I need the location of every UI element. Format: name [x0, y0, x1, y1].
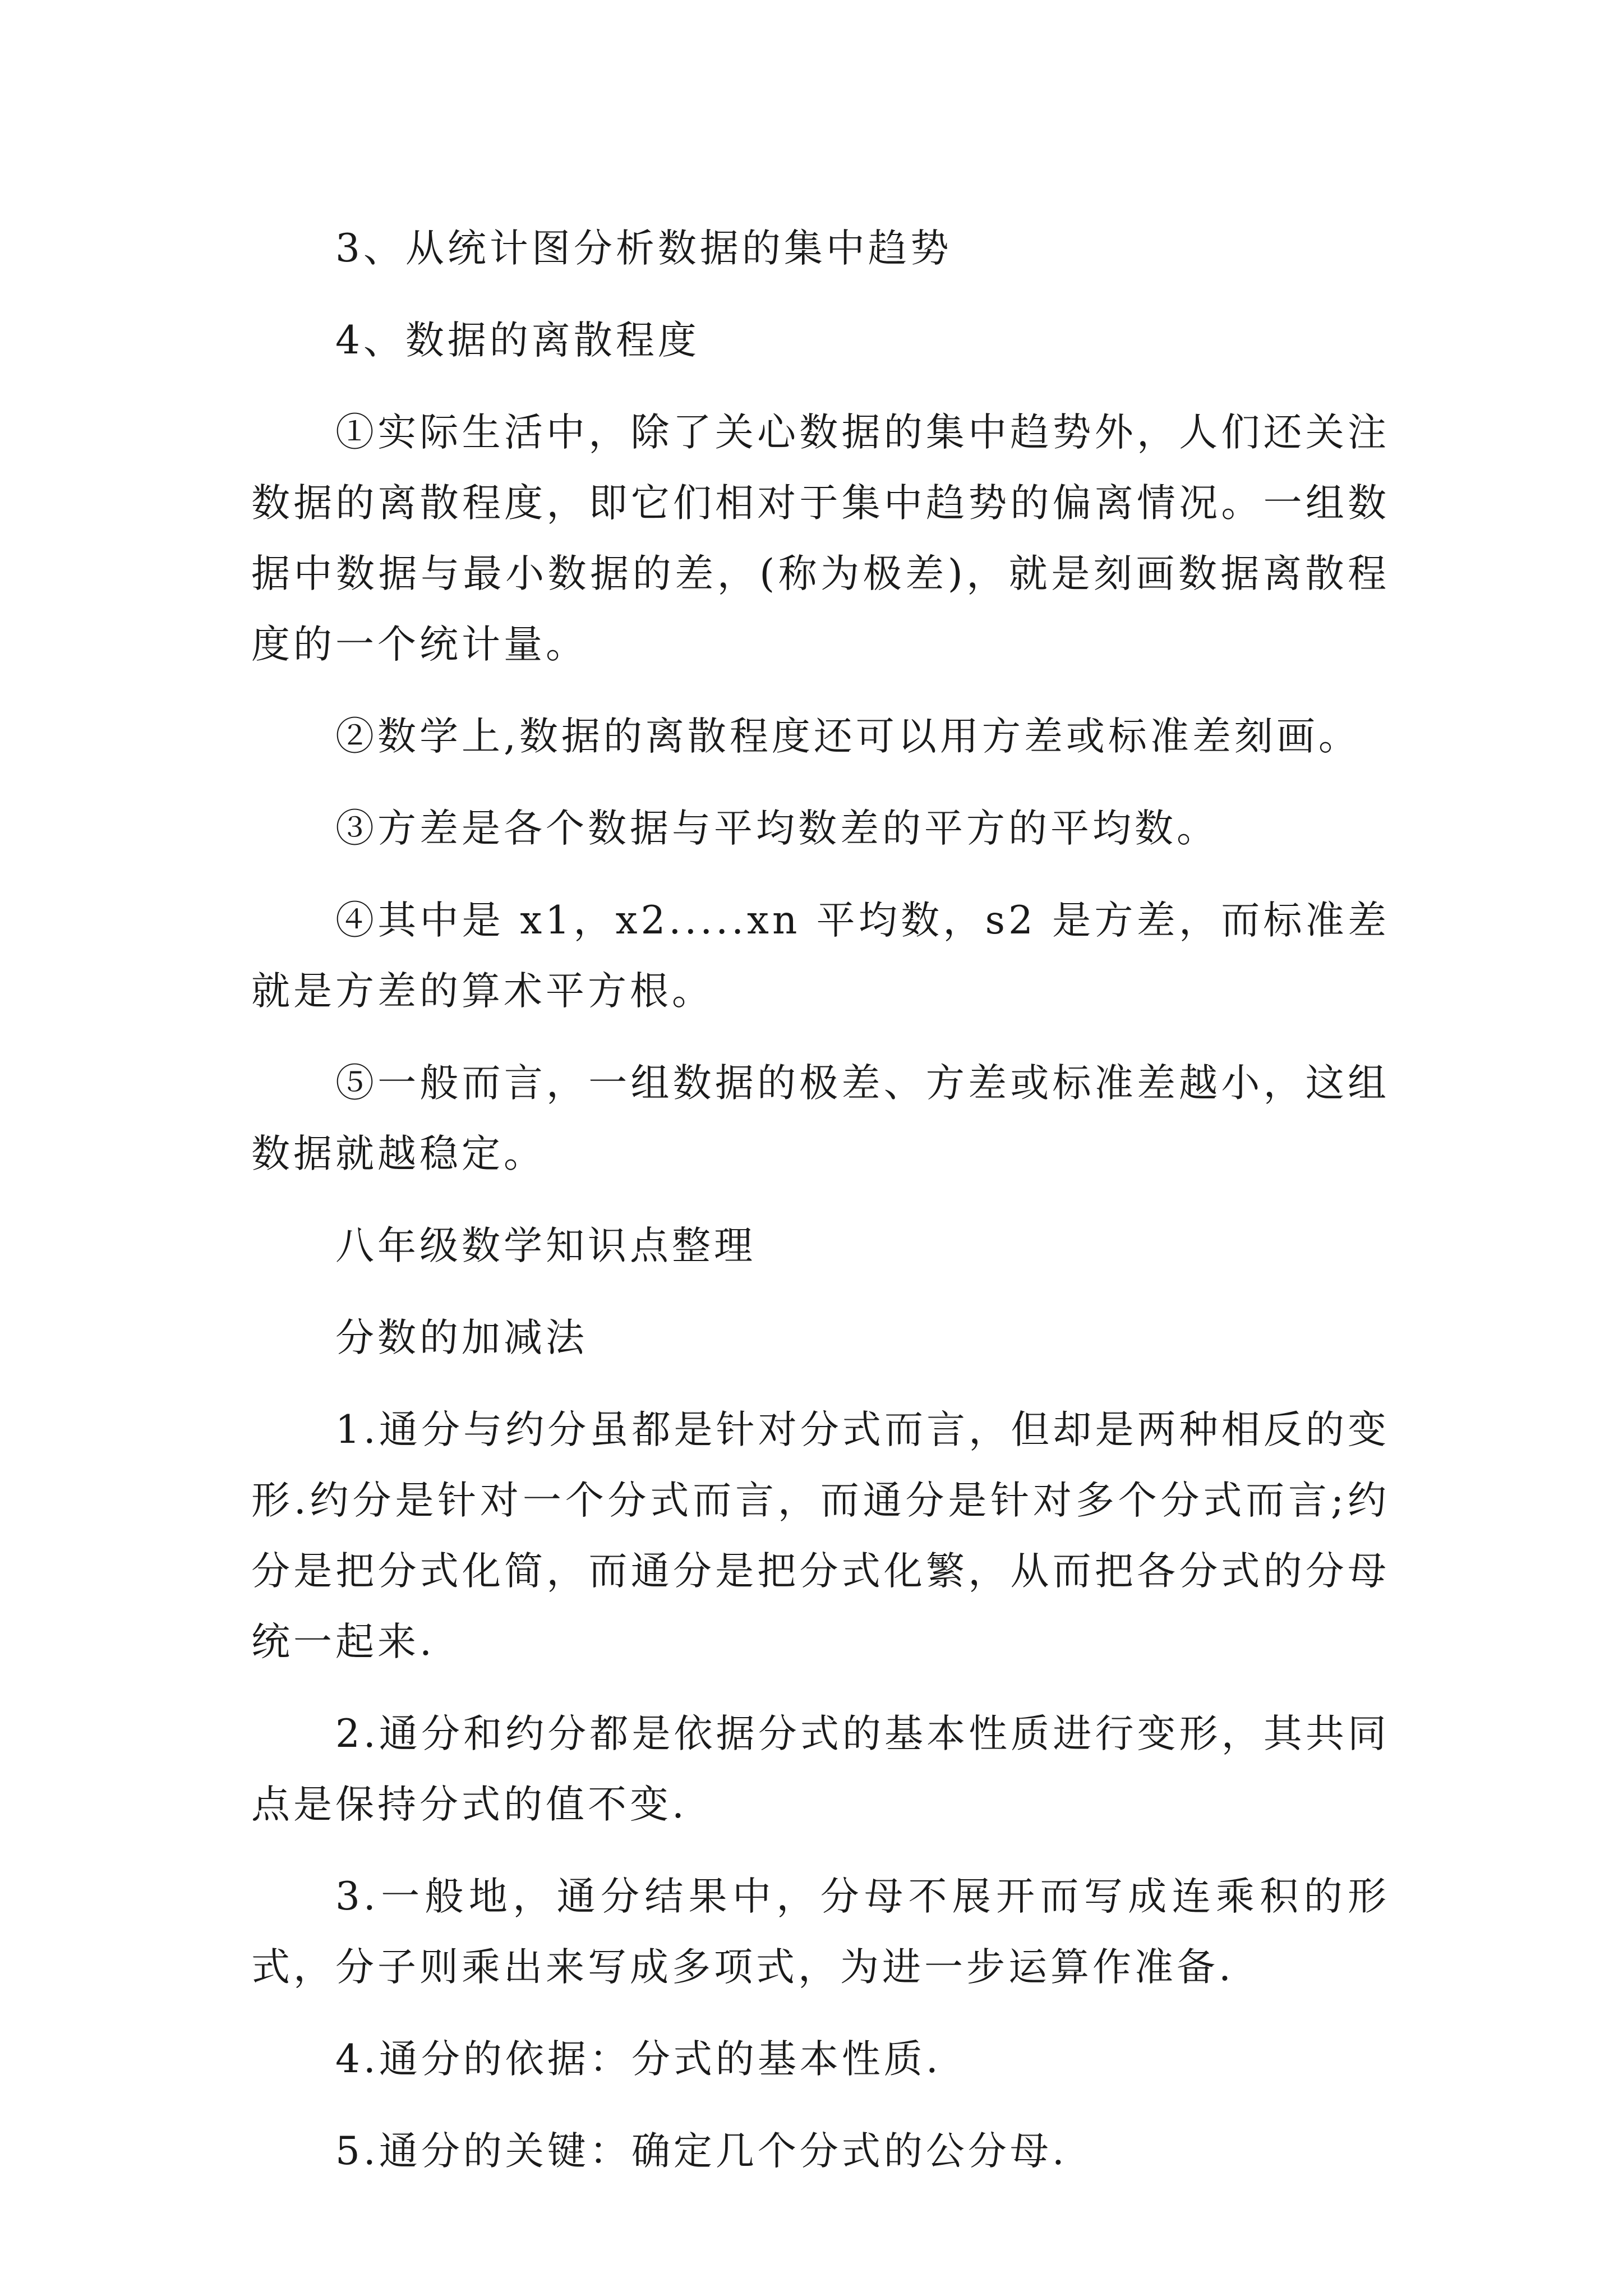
section-title-fractions: 分数的加减法	[335, 1315, 588, 1360]
paragraph-point-1: 1.通分与约分虽都是针对分式而言，但却是两种相反的变形.约分是针对一个分式而言，而通分是针对多个分式而言;约分是把分式化简，而通分是把分式化繁，从而把各分式的分母统一起来.	[251, 1407, 1390, 1664]
paragraph-variance-std: ②数学上,数据的离散程度还可以用方差或标准差刻画。	[335, 714, 1361, 759]
paragraph-stability: ⑤一般而言，一组数据的极差、方差或标准差越小，这组数据就越稳定。	[251, 1061, 1390, 1176]
paragraph-dispersion-heading: 4、数据的离散程度	[335, 318, 700, 363]
section-title-grade8: 八年级数学知识点整理	[335, 1223, 756, 1268]
document-body	[251, 213, 1390, 2208]
paragraph-stat-chart-trend: 3、从统计图分析数据的集中趋势	[335, 226, 952, 271]
paragraph-range-definition: ①实际生活中，除了关心数据的集中趋势外，人们还关注数据的离散程度，即它们相对于集中趋势的偏离情况。一组数据中数据与最小数据的差，(称为极差)，就是刻画数据离散程度的一个统计量。	[251, 410, 1390, 667]
paragraph-variance-definition: ③方差是各个数据与平均数差的平方的平均数。	[335, 806, 1219, 851]
paragraph-point-3: 3.一般地，通分结果中，分母不展开而写成连乘积的形式，分子则乘出来写成多项式，为进一步运算作准备.	[251, 1874, 1390, 1990]
paragraph-point-2: 2.通分和约分都是依据分式的基本性质进行变形，其共同点是保持分式的值不变.	[251, 1711, 1390, 1827]
paragraph-point-5: 5.通分的关键：确定几个分式的公分母.	[335, 2129, 1068, 2174]
paragraph-mean-variance: ④其中是 x1，x2.....xn 平均数，s2 是方差，而标准差就是方差的算术平方根。	[251, 898, 1390, 1014]
paragraph-point-4: 4.通分的依据：分式的基本性质.	[335, 2037, 942, 2082]
